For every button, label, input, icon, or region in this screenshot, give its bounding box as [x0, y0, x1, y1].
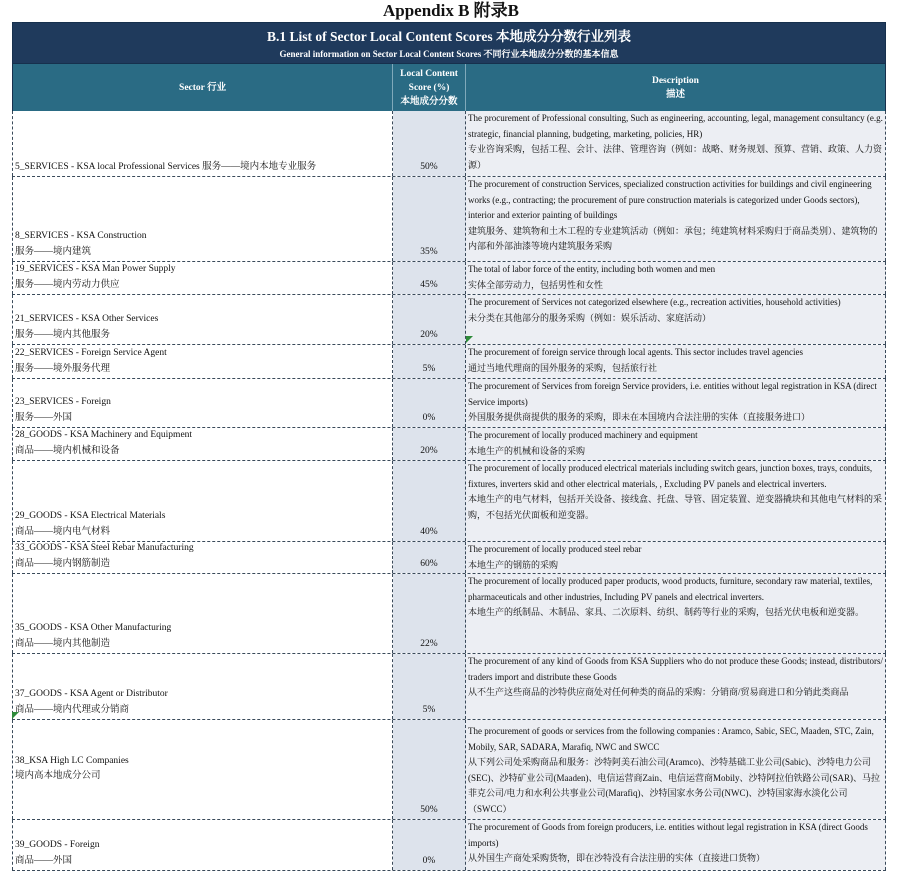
description-cell: The procurement of Services not categorized elsewhere (e.g., recreation activities, household activities) 未分类在其他部分的服务采购（例如：娱乐活动、家庭活动）	[466, 295, 886, 344]
column-header-description: Description 描述	[651, 75, 699, 100]
table-row	[12, 379, 886, 428]
description-cell: The procurement of Goods from foreign producers, i.e. entities without legal registration in KSA (direct Goods imports) 从外国生产商处采购货物，即在沙特没有合法注册的实体（直接进口货物）	[466, 820, 886, 870]
sector-cell: 38_KSA High LC Companies 境内高本地成分公司	[12, 720, 393, 819]
score-cell: 40%	[393, 461, 466, 541]
sector-cell: 33_GOODS - KSA Steel Rebar Manufacturing 商品——境内钢筋制造	[12, 542, 393, 573]
sector-cell: 23_SERVICES - Foreign 服务——外国	[12, 379, 393, 427]
table-row	[12, 574, 886, 654]
score-cell: 20%	[393, 428, 466, 460]
cell-comment-marker-icon	[12, 712, 19, 719]
description-cell: The procurement of foreign service through local agents. This sector includes travel agencies 通过当地代理商的国外服务的采购，包括旅行社	[466, 345, 886, 378]
table-title: B.1 List of Sector Local Content Scores 本地成分分数行业列表	[267, 29, 631, 44]
table-row	[12, 345, 886, 379]
sector-cell: 22_SERVICES - Foreign Service Agent 服务——境外服务代理	[12, 345, 393, 378]
description-cell: The total of labor force of the entity, including both women and men 实体全部劳动力，包括男性和女性	[466, 262, 886, 294]
description-cell: The procurement of locally produced steel rebar 本地生产的钢筋的采购	[466, 542, 886, 573]
description-cell: The procurement of any kind of Goods from KSA Suppliers who do not produce these Goods; instead, distributors/ traders import and distribute these Goods 从不生产这些商品的沙特供应商处对任何种类的商品的采购：分销商/贸易商进口和分销此类商品	[466, 654, 886, 719]
table-row	[12, 177, 886, 262]
table-body	[12, 111, 886, 871]
score-cell: 22%	[393, 574, 466, 653]
sector-table	[12, 22, 886, 871]
sector-cell: 28_GOODS - KSA Machinery and Equipment 商品——境内机械和设备	[12, 428, 393, 460]
column-header-row	[12, 64, 886, 111]
score-cell: 0%	[393, 379, 466, 427]
sector-cell: 29_GOODS - KSA Electrical Materials 商品——境内电气材料	[12, 461, 393, 541]
description-cell: The procurement of Professional consulting, Such as engineering, accounting, legal, management consultancy (e.g. strategic, financial planning, budgeting, marketing, policies, HR) 专业咨询采购，包括工程、会计、法律、管理咨询（例如：战略、财务规划、预算、营销、政策、人力资源）	[466, 111, 886, 176]
table-row	[12, 262, 886, 295]
score-cell: 45%	[393, 262, 466, 294]
table-row	[12, 295, 886, 345]
table-row	[12, 428, 886, 461]
description-cell: The procurement of locally produced electrical materials including switch gears, junction boxes, trays, conduits, fixtures, inverters skid and other electrical materials, , Excluding PV panels and electrical inverters. 本地生产的电气材料，包括开关设备、接线盒、托盘、导管、固定装置、逆变器撬块和其他电气材料的采购，不包括光伏面板和逆变器。	[466, 461, 886, 541]
score-cell: 5%	[393, 654, 466, 719]
score-cell: 0%	[393, 820, 466, 870]
description-cell: The procurement of locally produced paper products, wood products, furniture, secondary raw material, textiles, pharmaceuticals and other industries, Including PV panels and electrical inverters. 本地生产的纸制品、木制品、家具、二次原料、纺织、制药等行业的采购，包括光伏电板和逆变器。	[466, 574, 886, 653]
table-row	[12, 461, 886, 542]
description-cell: The procurement of construction Services, specialized construction activities for buildings and civil engineering works (e.g., contracting; the procurement of pure construction materials is categorized under Goods sectors), interior and exterior painting of buildings 建筑服务、建筑物和土木工程的专业建筑活动（例如：承包；纯建筑材料采购归于商品类别）、建筑物的内部和外部油漆等境内建筑服务采购	[466, 177, 886, 261]
table-row	[12, 654, 886, 720]
sector-cell: 5_SERVICES - KSA local Professional Services 服务——境内本地专业服务	[12, 111, 393, 176]
score-cell: 5%	[393, 345, 466, 378]
column-header-sector: Sector 行业	[13, 64, 393, 111]
description-cell: The procurement of Services from foreign Service providers, i.e. entities without legal registration in KSA (direct Service imports) 外国服务提供商提供的服务的采购，即未在本国境内合法注册的实体（直接服务进口）	[466, 379, 886, 427]
table-row	[12, 820, 886, 871]
score-cell: 60%	[393, 542, 466, 573]
sector-cell: 8_SERVICES - KSA Construction 服务——境内建筑	[12, 177, 393, 261]
column-header-score: Local Content Score (%) 本地成分分数	[393, 64, 466, 111]
sector-cell: 21_SERVICES - KSA Other Services 服务——境内其他服务	[12, 295, 393, 344]
score-cell: 50%	[393, 111, 466, 176]
sector-cell: 35_GOODS - KSA Other Manufacturing 商品——境内其他制造	[12, 574, 393, 653]
score-cell: 35%	[393, 177, 466, 261]
sector-cell: 39_GOODS - Foreign 商品——外国	[12, 820, 393, 870]
table-row	[12, 720, 886, 820]
page-title: Appendix B 附录B	[382, 1, 520, 20]
cell-comment-marker-icon	[466, 336, 473, 343]
score-cell: 50%	[393, 720, 466, 819]
sector-cell: 19_SERVICES - KSA Man Power Supply 服务——境内劳动力供应	[12, 262, 393, 294]
table-row	[12, 111, 886, 177]
table-title-bar	[12, 22, 886, 64]
score-cell: 20%	[393, 295, 466, 344]
description-cell: The procurement of locally produced machinery and equipment 本地生产的机械和设备的采购	[466, 428, 886, 460]
sector-cell: 37_GOODS - KSA Agent or Distributor 商品——境内代理或分销商	[12, 654, 393, 719]
table-subtitle: General information on Sector Local Content Scores 不同行业本地成分分数的基本信息	[279, 49, 619, 59]
table-row	[12, 542, 886, 574]
description-cell: The procurement of goods or services from the following companies : Aramco, Sabic, SEC, Maaden, STC, Zain, Mobily, SAR, SADARA, Marafiq, NWC and SWCC 从下列公司处采购商品和服务：沙特阿美石油公司(Aramco)、沙特基础工业公司(Sabic)、沙特电力公司(SEC)、沙特矿业公司(Maaden)、电信运营商Zain、电信运营商Mobily、沙特阿拉伯铁路公司(SAR)、马拉菲克公司/电力和水利公共事业公司(Marafiq)、沙特国家水务公司(NWC)、沙特国家海水淡化公司（SWCC）	[466, 720, 886, 819]
